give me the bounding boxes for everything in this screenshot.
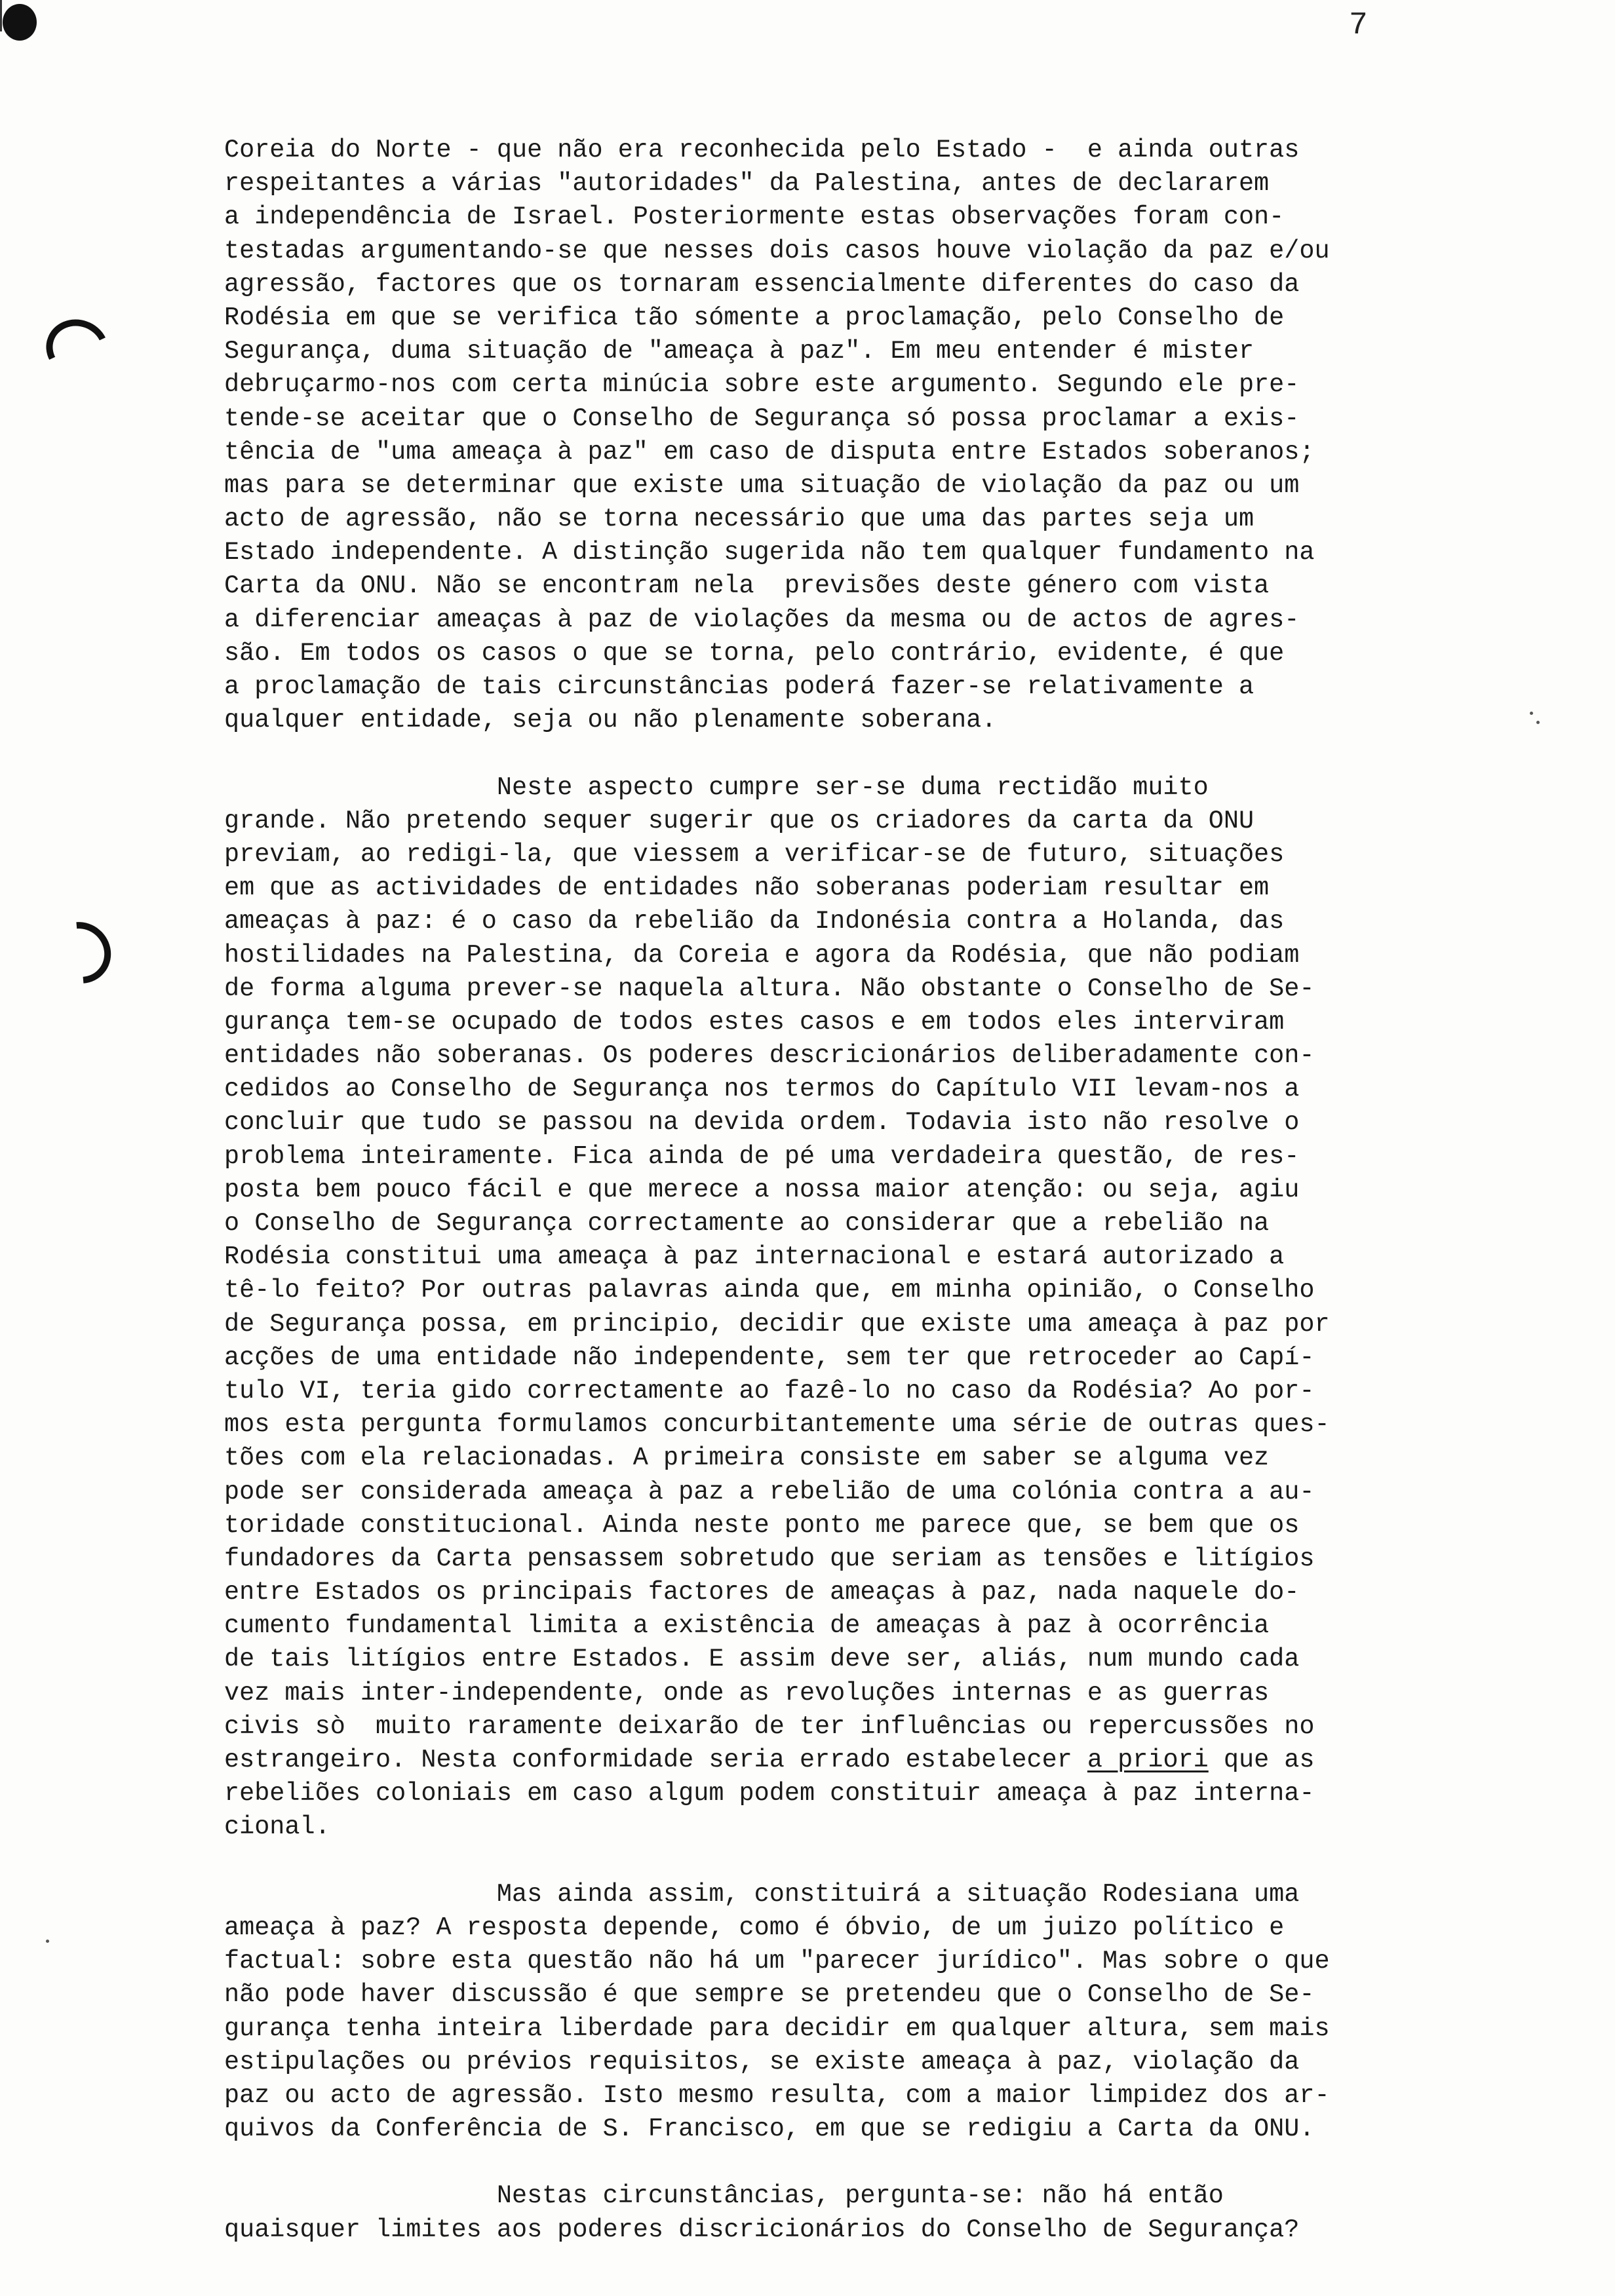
paragraph-gap (224, 2146, 1469, 2179)
text-line: ameaças à paz: é o caso da rebelião da Indonésia contra a Holanda, das (224, 907, 1285, 936)
text-line: ameaça à paz? A resposta depende, como é óbvio, de um juizo político e (224, 1913, 1285, 1942)
paragraph-gap (224, 737, 1469, 771)
text-line: qualquer entidade, seja ou não plenamente soberana. (224, 706, 997, 735)
text-line: hostilidades na Palestina, da Coreia e agora da Rodésia, que não podiam (224, 940, 1300, 970)
text-line: gurança tem-se ocupado de todos estes casos e em todos eles interviram (224, 1007, 1285, 1037)
text-line: testadas argumentando-se que nesses dois casos houve violação da paz e/ou (224, 236, 1330, 265)
text-line: são. Em todos os casos o que se torna, pelo contrário, evidente, é que (224, 638, 1285, 668)
text-line: estipulações ou prévios requisitos, se existe ameaça à paz, violação da (224, 2047, 1300, 2076)
text-line: cional. (224, 1812, 330, 1842)
text-line: em que as actividades de entidades não soberanas poderiam resultar em (224, 873, 1270, 903)
text-line: o Conselho de Segurança correctamente ao considerar que a rebelião na (224, 1209, 1270, 1238)
text-line: a independência de Israel. Posteriormente estas observações foram con- (224, 202, 1285, 232)
text-line: Coreia do Norte - que não era reconhecida pelo Estado - e ainda outras (224, 136, 1300, 164)
text-line: Nestas circunstâncias, pergunta-se: não há então (224, 2181, 1224, 2211)
punch-hole-mark (38, 311, 117, 387)
text-line: não pode haver discussão é que sempre se pretendeu que o Conselho de Se- (224, 1980, 1315, 2010)
text-line: acções de uma entidade não independente, sem ter que retroceder ao Capí- (224, 1343, 1315, 1372)
text-line: a diferenciar ameaças à paz de violações da mesma ou de actos de agres- (224, 605, 1300, 634)
text-line: tões com ela relacionadas. A primeira consiste em saber se alguma vez (224, 1444, 1270, 1473)
paragraph (224, 771, 1469, 1845)
text-line: de Segurança possa, em principio, decidir que existe uma ameaça à paz por (224, 1309, 1330, 1339)
text-line: cedidos ao Conselho de Segurança nos termos do Capítulo VII levam-nos a (224, 1075, 1300, 1104)
paragraph (224, 134, 1469, 737)
text-line: fundadores da Carta pensassem sobretudo que seriam as tensões e litígios (224, 1544, 1315, 1573)
text-line: entre Estados os principais factores de ameaças à paz, nada naquele do- (224, 1578, 1300, 1607)
text-line: mos esta pergunta formulamos concurbitantemente uma série de outras ques- (224, 1410, 1330, 1440)
page-number: 7 (1349, 8, 1368, 43)
text-line: agressão, factores que os tornaram essencialmente diferentes do caso da (224, 269, 1300, 299)
text-line: quivos da Conferência de S. Francisco, em que se redigiu a Carta da ONU. (224, 2114, 1315, 2144)
text-line: tê-lo feito? Por outras palavras ainda que, em minha opinião, o Conselho (224, 1276, 1315, 1305)
body-text (224, 134, 1469, 2247)
underlined-phrase: a priori (1087, 1746, 1209, 1774)
paragraph-gap (224, 1845, 1469, 1878)
scan-speck (1530, 712, 1533, 715)
text-line: quaisquer limites aos poderes discricionários do Conselho de Segurança? (224, 2215, 1300, 2244)
text-line: Rodésia constitui uma ameaça à paz internacional e estará autorizado a (224, 1242, 1285, 1272)
text-line: tência de "uma ameaça à paz" em caso de disputa entre Estados soberanos; (224, 437, 1315, 467)
text-line: a proclamação de tais circunstâncias poderá fazer-se relativamente a (224, 672, 1255, 701)
page-edge-mark (0, 0, 6, 31)
text-line: posta bem pouco fácil e que merece a nossa maior atenção: ou seja, agiu (224, 1175, 1300, 1204)
text-line: toridade constitucional. Ainda neste ponto me parece que, se bem que os (224, 1510, 1300, 1540)
text-line: factual: sobre esta questão não há um "parecer jurídico". Mas sobre o que (224, 1947, 1330, 1976)
text-line: cumento fundamental limita a existência de ameaças à paz à ocorrência (224, 1611, 1270, 1641)
text-line: mas para se determinar que existe uma situação de violação da paz ou um (224, 470, 1300, 500)
text-line: paz ou acto de agressão. Isto mesmo resulta, com a maior limpidez dos ar- (224, 2080, 1330, 2110)
text-line: Segurança, duma situação de "ameaça à paz". Em meu entender é mister (224, 337, 1255, 366)
scan-speck (46, 1940, 49, 1943)
scan-speck (1536, 721, 1540, 724)
text-line: vez mais inter-independente, onde as revoluções internas e as guerras (224, 1678, 1270, 1708)
text-line: de forma alguma prever-se naquela altura. Não obstante o Conselho de Se- (224, 974, 1315, 1003)
text-line: debruçarmo-nos com certa minúcia sobre este argumento. Segundo ele pre- (224, 370, 1300, 400)
text-line: previam, ao redigi-la, que viessem a verificar-se de futuro, situações (224, 839, 1285, 869)
text-line: grande. Não pretendo sequer sugerir que os criadores da carta da ONU (224, 806, 1255, 835)
text-line: Mas ainda assim, constituirá a situação Rodesiana uma (224, 1879, 1300, 1909)
text-line: acto de agressão, não se torna necessário que uma das partes seja um (224, 505, 1255, 534)
paragraph (224, 1878, 1469, 2147)
text-line: Carta da ONU. Não se encontram nela previsões deste género com vista (224, 571, 1270, 601)
text-line: gurança tenha inteira liberdade para decidir em qualquer altura, sem mais (224, 2014, 1330, 2043)
text-line: Neste aspecto cumpre ser-se duma rectidão muito (224, 773, 1209, 802)
text-line: de tais litígios entre Estados. E assim deve ser, aliás, num mundo cada (224, 1645, 1300, 1674)
text-line: Rodésia em que se verifica tão sómente a proclamação, pelo Conselho de (224, 303, 1285, 332)
punch-hole-mark (3, 4, 37, 41)
text-line: concluir que tudo se passou na devida ordem. Todavia isto não resolve o (224, 1108, 1300, 1138)
text-line: rebeliões coloniais em caso algum podem constituir ameaça à paz interna- (224, 1779, 1315, 1808)
text-line: respeitantes a várias "autoridades" da Palestina, antes de declararem (224, 169, 1270, 199)
text-line: civis sò muito raramente deixarão de ter influências ou repercussões no (224, 1712, 1315, 1741)
text-line: Estado independente. A distinção sugerida não tem qualquer fundamento na (224, 538, 1315, 567)
text-line: entidades não soberanas. Os poderes descricionários deliberadamente con- (224, 1041, 1315, 1071)
punch-hole-mark (37, 909, 124, 996)
text-line: problema inteiramente. Fica ainda de pé uma verdadeira questão, de res- (224, 1141, 1300, 1171)
text-line: tende-se aceitar que o Conselho de Segurança só possa proclamar a exis- (224, 404, 1300, 433)
text-line: estrangeiro. Nesta conformidade seria errado estabelecer a priori que as (224, 1746, 1315, 1774)
paragraph (224, 2179, 1469, 2246)
text-line: pode ser considerada ameaça à paz a rebelião de uma colónia contra a au- (224, 1477, 1315, 1506)
text-line: tulo VI, teria gido correctamente ao fazê-lo no caso da Rodésia? Ao por- (224, 1376, 1315, 1406)
